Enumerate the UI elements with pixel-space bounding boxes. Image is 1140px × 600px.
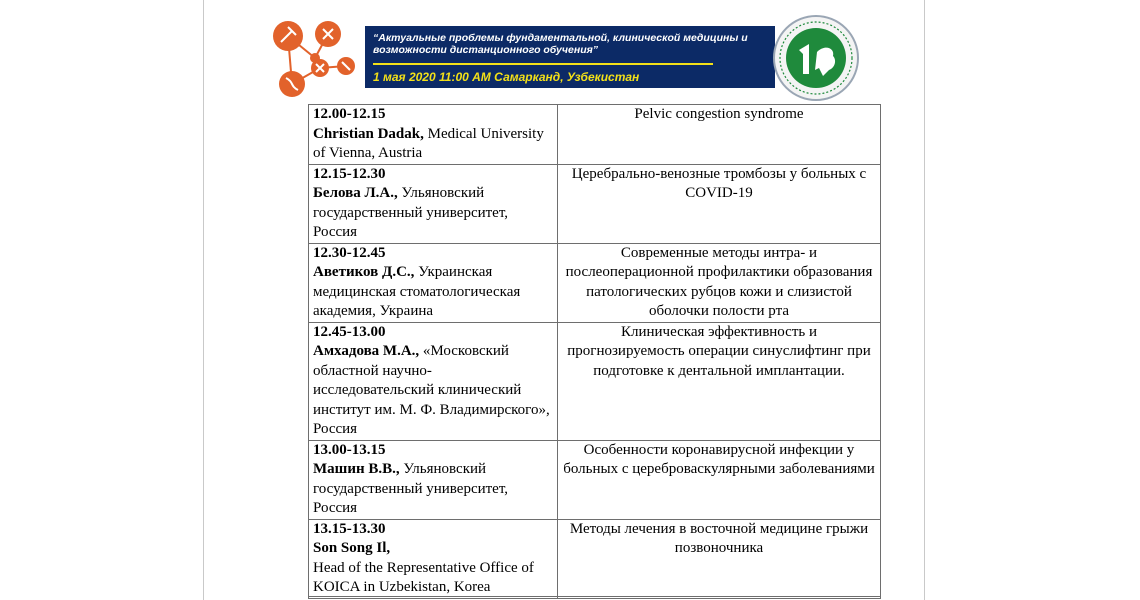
speaker-name: Аветиков Д.С., (313, 264, 415, 280)
speaker-affiliation: «Московский областной научно-исследовательский клинический институт им. М. Ф. Владимирского», Россия (313, 343, 550, 437)
table-row (309, 440, 881, 519)
topic-cell: Клиническая эффективность и прогнозируемость операции синуслифтинг при подготовке к дентальной имплантации. (558, 322, 881, 440)
speaker-cell (309, 322, 558, 440)
table-row (309, 164, 881, 243)
speaker-affiliation: Ульяновский государственный университет, Россия (313, 185, 509, 240)
speaker-cell (309, 105, 558, 165)
topic-cell: Методы лечения в восточной медицине грыжи позвоночника (558, 519, 881, 598)
speaker-cell (309, 164, 558, 243)
speaker-affiliation: Ульяновский государственный университет, Россия (313, 461, 509, 516)
speaker-affiliation: Украинская медицинская стоматологическая академия, Украина (313, 264, 521, 319)
table-row (309, 105, 881, 165)
time-slot: 13.00-13.15 (313, 441, 386, 458)
university-seal-icon (771, 14, 861, 102)
banner-title: “Актуальные проблемы фундаментальной, клинической медицины и возможности дистанционного обучения” (373, 32, 748, 56)
speaker-cell (309, 243, 558, 322)
speaker-cell (309, 440, 558, 519)
table-row (309, 519, 881, 598)
table-row (309, 322, 881, 440)
speaker-name: Амхадова М.А., (313, 343, 420, 359)
table-row (309, 243, 881, 322)
conference-banner (365, 26, 775, 88)
speaker-cell (309, 519, 558, 598)
time-slot: 12.30-12.45 (313, 244, 386, 261)
topic-cell: Современные методы интра- и послеоперационной профилактики образования патологических рубцов кожи и слизистой оболочки полости рта (558, 243, 881, 322)
speaker-affiliation: Medical University of Vienna, Austria (313, 125, 544, 161)
time-slot: 12.15-12.30 (313, 165, 386, 182)
topic-cell: Церебрально-венозные тромбозы у больных с COVID-19 (558, 164, 881, 243)
page-right-border (924, 0, 925, 600)
banner-divider (373, 63, 713, 65)
document-header (268, 14, 868, 104)
conference-logo-icon (268, 14, 362, 102)
speaker-affiliation: Head of the Representative Office of KOICA in Uzbekistan, Korea (313, 559, 534, 595)
schedule-table (308, 104, 881, 599)
time-slot: 12.00-12.15 (313, 106, 386, 122)
speaker-name: Белова Л.А., (313, 185, 398, 201)
table-bottom-border (308, 596, 881, 597)
banner-date-location: 1 мая 2020 11:00 AM Самарканд, Узбекистан (373, 70, 640, 84)
speaker-name: Son Song Il, (313, 540, 391, 556)
time-slot: 13.15-13.30 (313, 520, 386, 537)
topic-cell: Особенности коронавирусной инфекции у больных с цереброваскулярными заболеваниями (558, 440, 881, 519)
topic-cell: Pelvic congestion syndrome (558, 105, 881, 165)
page-left-border (203, 0, 204, 600)
speaker-name: Машин В.В., (313, 461, 400, 477)
time-slot: 12.45-13.00 (313, 323, 386, 340)
speaker-name: Christian Dadak, (313, 125, 424, 142)
